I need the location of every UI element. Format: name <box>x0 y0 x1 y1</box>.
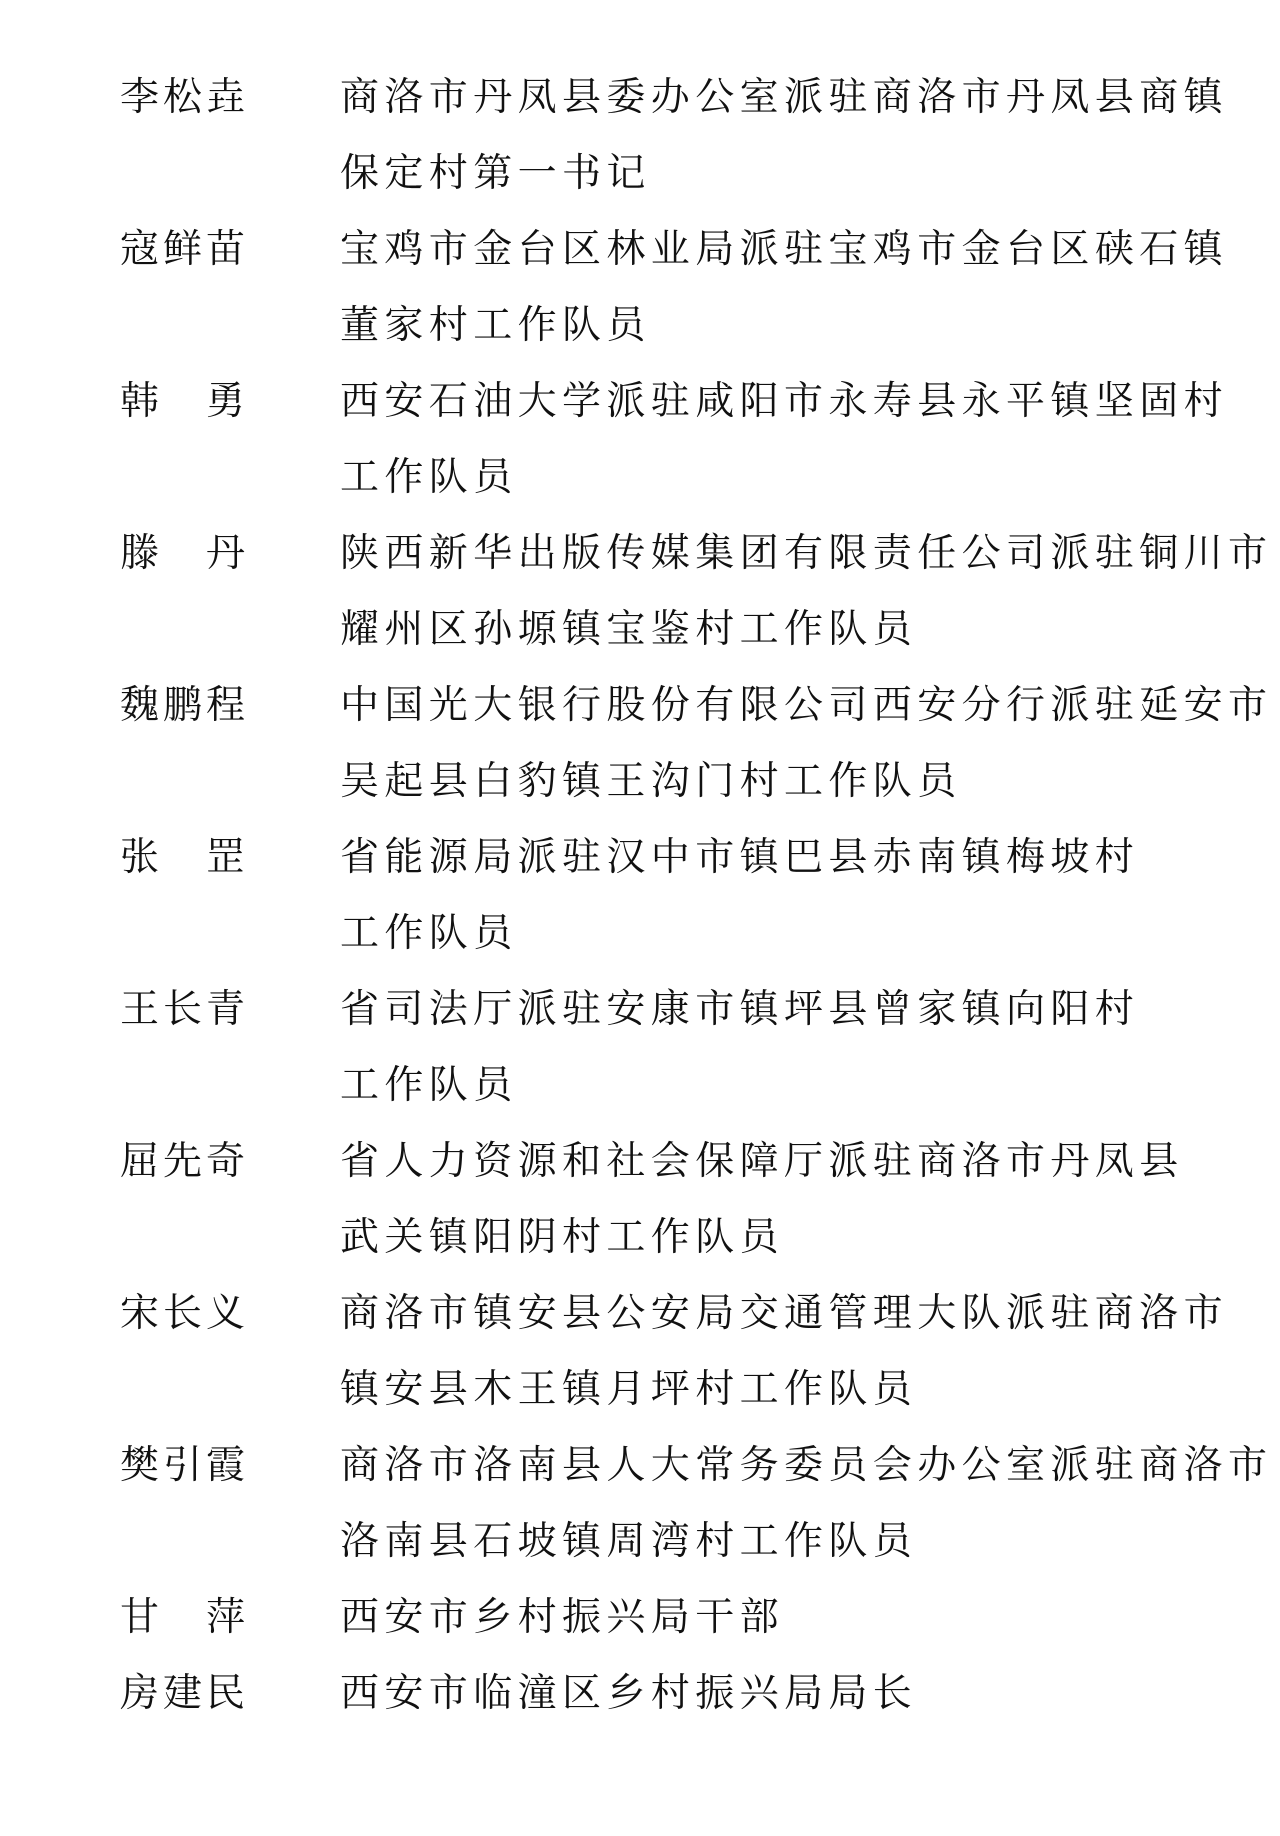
position-line: 省司法厅派驻安康市镇坪县曾家镇向阳村 <box>340 987 1140 1032</box>
position-line: 商洛市丹凤县委办公室派驻商洛市丹凤县商镇 <box>340 75 1229 120</box>
position-line: 省人力资源和社会保障厅派驻商洛市丹凤县 <box>340 1139 1184 1184</box>
position-line: 武关镇阳阴村工作队员 <box>340 1215 785 1260</box>
position-line: 商洛市洛南县人大常务委员会办公室派驻商洛市 <box>340 1443 1273 1488</box>
position-line: 保定村第一书记 <box>340 151 651 196</box>
person-position <box>340 1124 1220 1276</box>
person-name: 滕 丹 <box>120 531 250 576</box>
position-line: 陕西新华出版传媒集团有限责任公司派驻铜川市 <box>340 531 1273 576</box>
person-name: 寇鲜苗 <box>120 227 250 272</box>
person-name: 屈先奇 <box>120 1139 250 1184</box>
position-line: 西安石油大学派驻咸阳市永寿县永平镇坚固村 <box>340 379 1229 424</box>
position-line: 工作队员 <box>340 911 518 956</box>
person-position <box>340 820 1220 972</box>
person-name: 李松垚 <box>120 75 250 120</box>
position-line: 工作队员 <box>340 1063 518 1108</box>
position-line: 商洛市镇安县公安局交通管理大队派驻商洛市 <box>340 1291 1229 1336</box>
person-position <box>340 364 1229 516</box>
person-position <box>340 972 1220 1124</box>
position-line: 工作队员 <box>340 455 518 500</box>
person-name: 樊引霞 <box>120 1443 250 1488</box>
person-position <box>340 60 1229 212</box>
person-name: 甘 萍 <box>120 1595 250 1640</box>
person-position <box>340 668 1273 820</box>
person-name: 韩 勇 <box>120 379 250 424</box>
person-name: 魏鹏程 <box>120 683 250 728</box>
person-name: 房建民 <box>120 1671 250 1716</box>
person-name: 宋长义 <box>120 1291 250 1336</box>
person-position <box>340 212 1229 364</box>
person-position <box>340 1276 1229 1428</box>
person-position <box>340 1580 1220 1656</box>
position-line: 洛南县石坡镇周湾村工作队员 <box>340 1519 918 1564</box>
person-name: 王长青 <box>120 987 250 1032</box>
person-name: 张 罡 <box>120 835 250 880</box>
position-line: 吴起县白豹镇王沟门村工作队员 <box>340 759 962 804</box>
position-line: 中国光大银行股份有限公司西安分行派驻延安市 <box>340 683 1273 728</box>
position-line: 耀州区孙塬镇宝鉴村工作队员 <box>340 607 918 652</box>
position-line: 董家村工作队员 <box>340 303 651 348</box>
person-position <box>340 1428 1273 1580</box>
position-line: 宝鸡市金台区林业局派驻宝鸡市金台区硖石镇 <box>340 227 1229 272</box>
position-line: 西安市乡村振兴局干部 <box>340 1595 785 1640</box>
position-line: 西安市临潼区乡村振兴局局长 <box>340 1671 918 1716</box>
person-position <box>340 1656 1220 1732</box>
position-line: 镇安县木王镇月坪村工作队员 <box>340 1367 918 1412</box>
person-position <box>340 516 1273 668</box>
position-line: 省能源局派驻汉中市镇巴县赤南镇梅坡村 <box>340 835 1140 880</box>
